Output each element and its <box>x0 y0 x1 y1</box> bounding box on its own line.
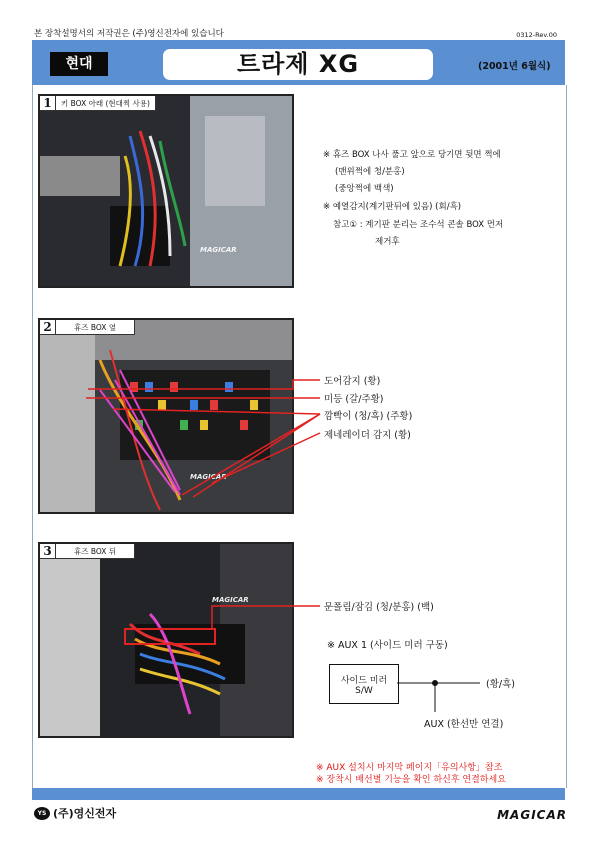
note-1-line-1: ※ 휴즈 BOX 나사 풀고 앞으로 당기면 뒷면 쩍에 <box>323 150 501 160</box>
note-1-line-3: (중앙쩍에 백색) <box>335 184 394 194</box>
note-1-line-4: ※ 예열감지(계기판뒤에 있음) (회/흑) <box>323 202 462 212</box>
revision-code: 0312-Rev.00 <box>516 31 557 39</box>
wire-door-lock: 문폴림/잠김 (청/분홍) (백) <box>324 602 434 613</box>
company-logo-icon: YS <box>34 807 50 820</box>
aux-title: ※ AUX 1 (사이드 미러 구동) <box>327 640 448 651</box>
magicar-logo: MAGICAR <box>497 808 567 822</box>
photo-1-watermark: MAGICAR <box>200 246 237 254</box>
aux-bottom-label: AUX (한선만 연결) <box>424 719 504 730</box>
side-mirror-switch-line-1: 사이드 미러 <box>340 675 388 686</box>
leader-door-lock <box>212 606 320 628</box>
copyright-notice: 본 장착설명서의 저작권은 (주)영신전자에 있습니다 <box>34 29 224 39</box>
wire-taillight: 미등 (갈/주황) <box>324 394 384 405</box>
note-1-line-6: 제거후 <box>375 237 400 247</box>
wire-door-sense: 도어감지 (황) <box>324 376 381 387</box>
wire-generator-sense: 제네레이더 감지 (황) <box>324 430 411 441</box>
section-2-label: 휴즈 BOX 옆 <box>74 322 117 332</box>
note-1-line-2: (맨위쩍에 청/분홍) <box>335 167 405 177</box>
footer-band <box>32 788 565 800</box>
warning-line-2: ※ 장착시 배선별 기능을 확인 하신후 연결하세요 <box>316 775 506 785</box>
photo-3-watermark: MAGICAR <box>212 596 249 604</box>
side-mirror-switch-box <box>329 664 399 704</box>
aux-junction-dot <box>432 680 438 686</box>
wire-turn-signal: 깜빡이 (청/흑) (주황) <box>324 411 413 422</box>
note-1-line-5: 참고① : 계기판 분리는 조수석 콘솔 BOX 먼저 <box>333 220 504 230</box>
section-1-number: 1 <box>40 96 56 110</box>
photo-2-watermark: MAGICAR <box>190 473 227 481</box>
company-name <box>34 805 116 821</box>
section-1-label: 키 BOX 아래 (현대찍 사용) <box>61 98 150 108</box>
model-year: (2001년 6월식) <box>478 61 551 72</box>
section-3-label: 휴즈 BOX 뒤 <box>74 546 117 556</box>
warning-line-1: ※ AUX 설치시 마지막 페이지「유의사항」참조 <box>316 763 503 773</box>
page-title: 트라제 XG <box>163 49 433 80</box>
company-name-text: (주)영신전자 <box>53 807 117 820</box>
section-3-number: 3 <box>40 544 56 558</box>
brand-badge: 현대 <box>50 52 108 76</box>
section-2-number: 2 <box>40 320 56 334</box>
side-mirror-switch-line-2: S/W <box>355 685 373 696</box>
aux-right-label: (황/흑) <box>486 679 515 690</box>
